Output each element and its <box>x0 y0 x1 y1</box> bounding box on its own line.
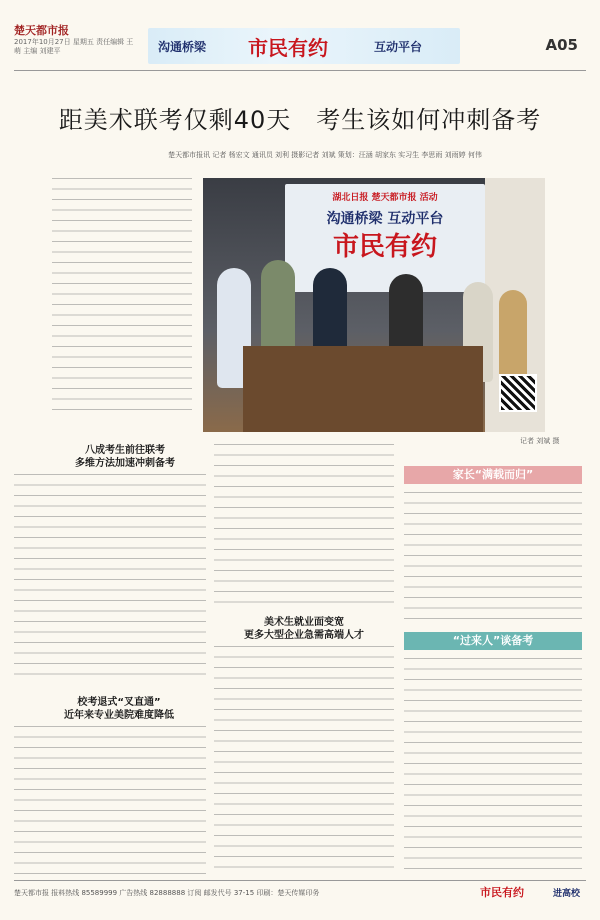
sidebar-box-title: “过来人”谈备考 <box>404 632 582 650</box>
intro-text-column <box>52 178 192 416</box>
newspaper-masthead: 楚天都市报 <box>14 24 69 37</box>
event-photo <box>203 178 545 432</box>
newspaper-date-info: 2017年10月27日 星期五 责任编辑 王萌 主编 刘建平 <box>14 38 134 55</box>
body-text-block <box>14 726 206 874</box>
section-subhead <box>40 444 210 470</box>
page-number: A05 <box>545 36 578 54</box>
subhead-line: 更多大型企业急需高端人才 <box>244 630 364 641</box>
photo-person <box>313 268 347 358</box>
photo-table <box>243 346 483 432</box>
subhead-line: 美术生就业面变宽 <box>264 617 344 628</box>
board-sponsor-text: 湖北日报 楚天都市报 活动 <box>332 193 438 203</box>
body-text-block <box>214 444 394 610</box>
qr-code-icon <box>499 374 537 412</box>
subhead-line: 多维方法加速冲刺备考 <box>75 458 175 469</box>
section-subhead <box>24 696 214 722</box>
footer-divider <box>14 880 586 881</box>
body-text-block <box>214 646 394 874</box>
column-banner <box>148 28 460 64</box>
banner-slogan-right: 互动平台 <box>374 40 423 54</box>
sidebar-text-block <box>404 492 582 620</box>
sidebar-text-block <box>404 658 582 874</box>
subhead-line: 校考退式“叉直通” <box>77 697 161 708</box>
footer-tag: 进高校 <box>552 889 580 899</box>
subhead-line: 近年来专业美院难度降低 <box>64 710 174 721</box>
article-byline: 楚天都市报讯 记者 杨宏文 通讯员 刘利 摄影记者 刘斌 策划：汪涵 胡家东 实习生 李思雨 刘雨婷 何伟 <box>168 151 482 159</box>
banner-slogan-left: 沟通桥梁 <box>158 40 207 54</box>
body-text-block <box>14 474 206 684</box>
board-slogan-text: 沟通桥梁 互动平台 <box>326 211 444 227</box>
subhead-line: 八成考生前往联考 <box>85 445 165 456</box>
section-subhead <box>214 616 394 642</box>
article-headline: 距美术联考仅剩40天 考生该如何冲刺备考 <box>58 106 542 134</box>
banner-logo: 市民有约 <box>248 36 328 60</box>
header-divider <box>14 70 586 71</box>
board-logo-text: 市民有约 <box>332 232 437 262</box>
sidebar-box-title: 家长“满载而归” <box>404 466 582 484</box>
footer-info: 楚天都市报 报料热线 85589999 广告热线 82888888 订阅 邮发代号 37-15 印刷：楚天传媒印务 <box>14 889 320 897</box>
footer-logo: 市民有约 <box>480 886 524 899</box>
photo-caption: 记者 刘斌 摄 <box>520 437 560 445</box>
